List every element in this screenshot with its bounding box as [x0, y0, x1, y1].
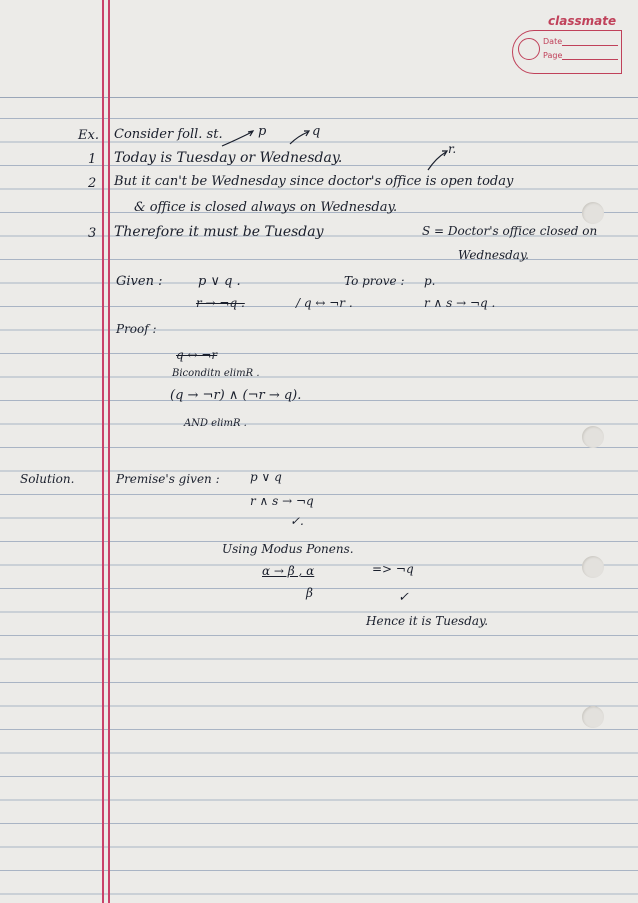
variable-p: p	[258, 124, 267, 139]
item-text: & office is closed always on Wednesday.	[134, 200, 398, 215]
given-expr: / q ↔ ¬r .	[296, 296, 353, 310]
rule-premises: α → β , α	[262, 564, 315, 578]
arrow-icon	[222, 132, 252, 146]
conclusion-text: Hence it is Tuesday.	[366, 614, 489, 628]
example-heading: Consider foll. st.	[114, 127, 223, 142]
to-prove-label: To prove :	[344, 274, 405, 288]
rule-conclusion: β	[306, 586, 313, 600]
item-text: Today is Tuesday or Wednesday.	[114, 150, 343, 166]
page-label: Page	[543, 51, 563, 60]
proof-line: q ↔ ¬r	[176, 348, 218, 362]
to-prove-value: p.	[424, 274, 436, 288]
s-definition: Wednesday.	[458, 248, 529, 262]
premises-label: Premise's given :	[116, 472, 220, 486]
check-mark-icon: ✓	[398, 590, 409, 605]
solution-label: Solution.	[20, 472, 75, 486]
arrow-icon	[428, 152, 446, 170]
brand-logo-text: classmate	[548, 14, 617, 28]
check-mark-icon: ✓.	[290, 514, 304, 528]
item-number: 3	[88, 226, 97, 241]
proof-line: (q → ¬r) ∧ (¬r → q).	[170, 388, 302, 403]
given-label: Given :	[116, 274, 163, 289]
premise: r ∧ s → ¬q	[250, 494, 314, 508]
proof-line: Biconditn elimR .	[172, 368, 260, 379]
proof-line: AND elimR .	[184, 418, 247, 429]
proof-label: Proof :	[116, 322, 157, 336]
given-expr: r ∧ s → ¬q .	[424, 296, 496, 310]
given-expr: r → ¬q .	[196, 296, 245, 310]
arrow-icon	[290, 132, 308, 144]
item-number: 1	[88, 152, 97, 167]
item-text: Therefore it must be Tuesday	[114, 224, 324, 240]
item-text: But it can't be Wednesday since doctor's office is open today	[114, 174, 514, 189]
rule-result: => ¬q	[372, 562, 414, 576]
date-label: Date	[543, 37, 563, 46]
variable-r: r.	[448, 142, 457, 156]
item-number: 2	[88, 176, 97, 191]
s-definition: S = Doctor's office closed on	[422, 224, 598, 238]
premise: p ∨ q	[250, 470, 282, 484]
variable-q: q	[312, 124, 321, 139]
example-marker: Ex.	[78, 128, 99, 143]
rule-name: Using Modus Ponens.	[222, 542, 354, 556]
given-expr: p ∨ q .	[198, 274, 241, 289]
